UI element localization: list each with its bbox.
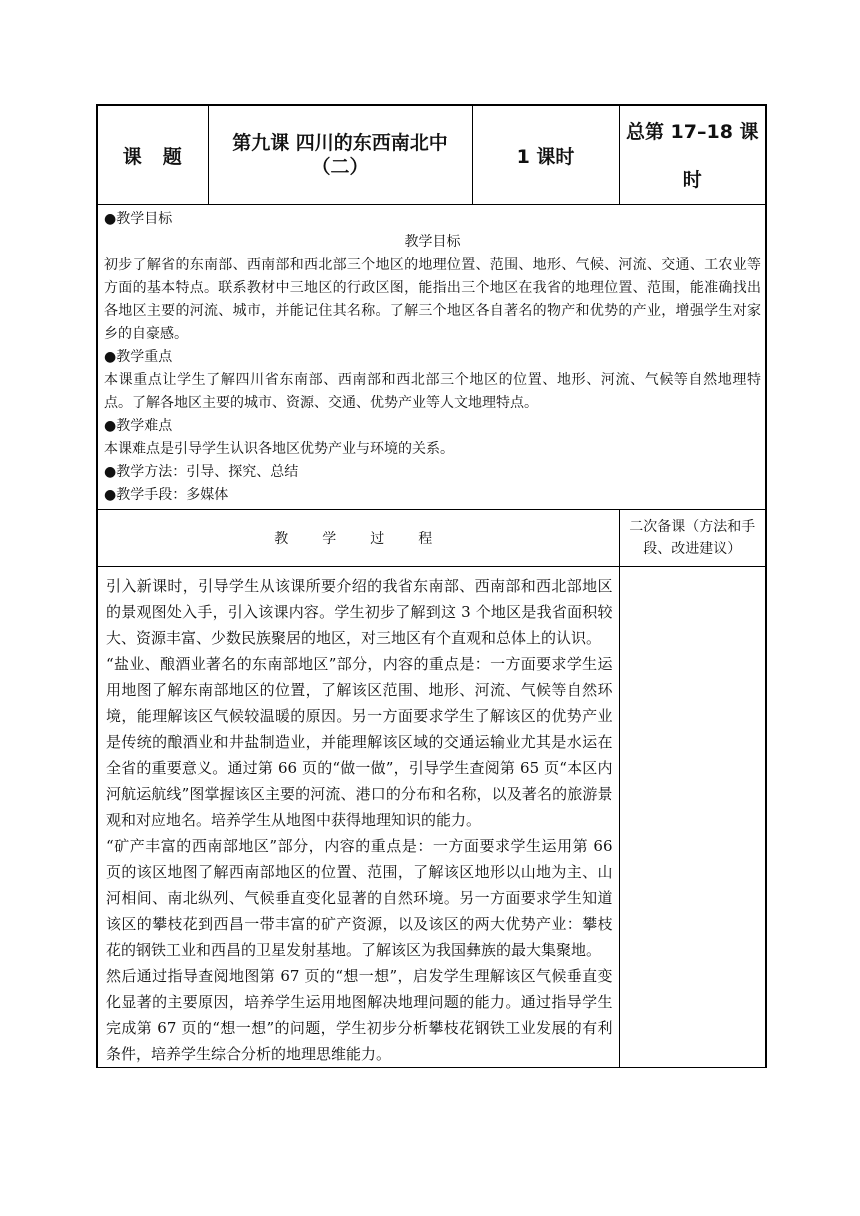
key-points-text: 本课重点让学生了解四川省东南部、西南部和西北部三个地区的位置、地形、河流、气候等自然地理特点。了解各地区主要的城市、资源、交通、优势产业等人文地理特点。 (104, 372, 761, 411)
topic-label-cell (97, 105, 208, 205)
process-header-row (97, 510, 766, 567)
teaching-method: ●教学方法：引导、探究、总结 (104, 464, 299, 480)
teaching-means: ●教学手段：多媒体 (104, 487, 229, 503)
lesson-title (209, 131, 472, 179)
process-body (97, 567, 619, 1068)
lesson-title-cell (208, 105, 472, 205)
key-points-heading: ●教学重点 (104, 349, 173, 365)
process-paragraph: “盐业、酿酒业著名的东南部地区”部分，内容的重点是：一方面要求学生运用地图了解东南部地区的位置，了解该区范围、地形、河流、气候等自然环境，能理解该区气候较温暖的原因。另一方面要求学生了解该区的优势产业是传统的酿酒业和井盐制造业，并能理解该区域的交通运输业尤其是水运在全省的重要意义。通过第 66 页的“做一做”，引导学生查阅第 65 页“本区内河航运航线”图掌握该区主要的河流、港口的分布和名称，以及著名的旅游景观和对应地名。培养学生从地图中获得地理知识的能力。 (106, 655, 613, 829)
process-paragraph: 然后通过指导查阅地图第 67 页的“想一想”，启发学生理解该区气候垂直变化显著的主要原因，培养学生运用地图解决地理问题的能力。通过指导学生完成第 67 页的“想一想”的问题，学生初步分析攀枝花钢铁工业发展的有利条件，培养学生综合分析的地理思维能力。 (106, 967, 613, 1063)
goals-row (97, 205, 766, 510)
goals-text: 初步了解省的东南部、西南部和西北部三个地区的地理位置、范围、地形、气候、河流、交通、工农业等方面的基本特点。联系教材中三地区的行政区图，能指出三个地区在我省的地理位置、范围，能准确找出各地区主要的河流、城市，并能记住其名称。了解三个地区各自著名的物产和优势的产业，增强学生对家乡的自豪感。 (104, 257, 761, 342)
total-hours-line1: 总第 17–18 课 (625, 121, 759, 143)
lesson-hours: 1 课时 (516, 145, 575, 168)
hours-cell (472, 105, 619, 205)
difficulty-heading: ●教学难点 (104, 418, 173, 434)
lesson-title-line2: （二） (311, 156, 369, 178)
total-hours (620, 106, 766, 204)
goals-heading: ●教学目标 (104, 211, 173, 227)
total-hours-line2: 时 (682, 169, 702, 191)
process-paragraph: 引入新课时，引导学生从该课所要介绍的我省东南部、西南部和西北部地区的景观图处入手，引入该课内容。学生初步了解到这 3 个地区是我省面积较大、资源丰富、少数民族聚居的地区，对三地区有个直观和总体上的认识。 (106, 577, 613, 647)
difficulty-text: 本课难点是引导学生认识各地区优势产业与环境的关系。 (104, 441, 454, 457)
lesson-title-line1: 第九课 四川的东西南北中 (232, 132, 448, 154)
process-body-row (97, 567, 766, 1068)
process-heading: 教 学 过 程 (97, 510, 619, 567)
lesson-plan-table (96, 104, 767, 1068)
header-row (97, 105, 766, 205)
goals-subheading: 教学目标 (404, 234, 461, 250)
goals-cell (97, 205, 766, 510)
topic-label: 课 题 (122, 145, 183, 168)
total-hours-cell (619, 105, 766, 205)
notes-body (619, 567, 766, 1068)
process-paragraph: “矿产丰富的西南部地区”部分，内容的重点是：一方面要求学生运用第 66 页的该区地图了解西南部地区的位置、范围，了解该区地形以山地为主、山河相间、南北纵列、气候垂直变化显著的自然环境。另一方面要求学生知道该区的攀枝花到西昌一带丰富的矿产资源，以及该区的两大优势产业：攀枝花的钢铁工业和西昌的卫星发射基地。了解该区为我国彝族的最大集聚地。 (106, 837, 613, 959)
notes-heading: 二次备课（方法和手段、改进建议） (619, 510, 766, 567)
